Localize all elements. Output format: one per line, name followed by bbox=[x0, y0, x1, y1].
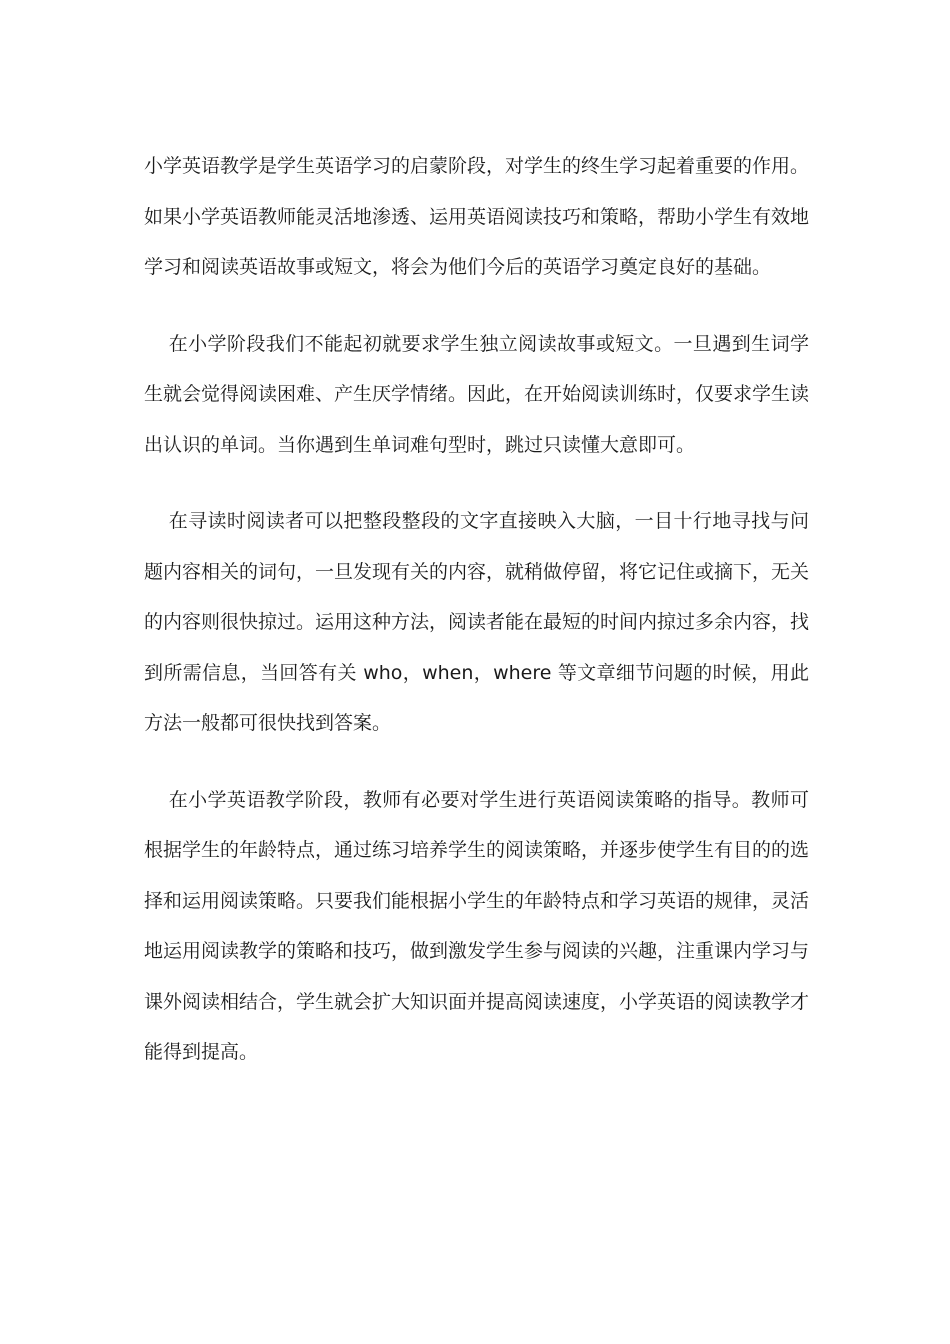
paragraph-2: 在小学阶段我们不能起初就要求学生独立阅读故事或短文。一旦遇到生词学生就会觉得阅读困难、产生厌学情绪。因此，在开始阅读训练时，仅要求学生读出认识的单词。当你遇到生单词难句型时，跳过只读懂大意即可。 bbox=[144, 332, 810, 456]
paragraph-3: 在寻读时阅读者可以把整段整段的文字直接映入大脑，一目十行地寻找与问题内容相关的词句，一旦发现有关的内容，就稍做停留，将它记住或摘下，无关的内容则很快掠过。运用这种方法，阅读者能在最短的时间内掠过多余内容，找到所需信息，当回答有关 who，when，where 等文章细节问题的时候，用此方法一般都可很快找到答案。 bbox=[144, 510, 810, 734]
document-body bbox=[144, 141, 809, 1078]
paragraph-1: 小学英语教学是学生英语学习的启蒙阶段，对学生的终生学习起着重要的作用。如果小学英语教师能灵活地渗透、运用英语阅读技巧和策略，帮助小学生有效地学习和阅读英语故事或短文，将会为他们今后的英语学习奠定良好的基础。 bbox=[144, 155, 810, 278]
paragraph-4: 在小学英语教学阶段，教师有必要对学生进行英语阅读策略的指导。教师可根据学生的年龄特点，通过练习培养学生的阅读策略，并逐步使学生有目的的选择和运用阅读策略。只要我们能根据小学生的年龄特点和学习英语的规律，灵活地运用阅读教学的策略和技巧，做到激发学生参与阅读的兴趣，注重课内学习与课外阅读相结合，学生就会扩大知识面并提高阅读速度，小学英语的阅读教学才能得到提高。 bbox=[144, 788, 810, 1063]
